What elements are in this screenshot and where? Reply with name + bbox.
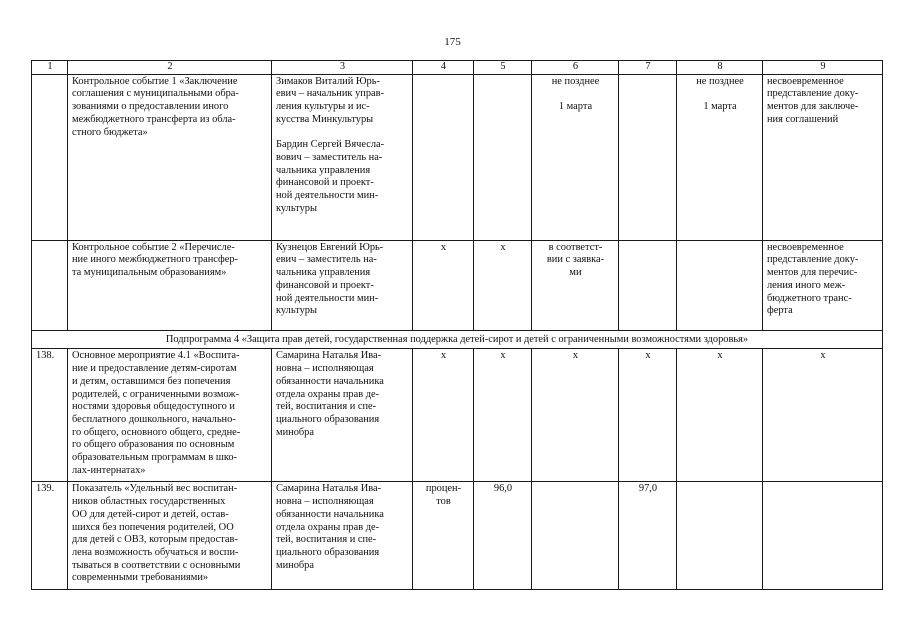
header-cell: 4 xyxy=(413,61,474,75)
indicator-name: Показатель «Удельный вес воспитан- ников областных государственных ОО для детей-сирот и детей, остав- шихся без попечения родителей, ОО для детей с ОВЗ, которым предостав- лена возможность обучаться и воспи- тываться в соответствии с основными современными требованиями» xyxy=(68,482,272,590)
cell-col9 xyxy=(763,482,883,590)
table-row xyxy=(32,349,883,482)
cell-col6: х xyxy=(532,349,619,482)
header-cell: 2 xyxy=(68,61,272,75)
cell-col6: не позднее 1 марта xyxy=(532,74,619,240)
page-number: 175 xyxy=(444,36,461,48)
row-number: 139. xyxy=(32,482,68,590)
subprogram-title: Подпрограмма 4 «Защита прав детей, государственная поддержка детей-сирот и детей с ограниченными возможностями здоровья» xyxy=(32,330,883,349)
table-row xyxy=(32,74,883,240)
responsible-person: Зимаков Виталий Юрь- евич – начальник управ- ления культуры и ис- кусства Минкультуры Бардин Сергей Вячесла- вович – заместитель на- чальника управления финансовой и проект- ной деятельности мин- культуры xyxy=(272,74,413,240)
cell-col4: х xyxy=(413,240,474,330)
cell-col8 xyxy=(677,482,763,590)
header-cell: 5 xyxy=(474,61,532,75)
cell-col6: в соответст- вии с заявка- ми xyxy=(532,240,619,330)
table-row xyxy=(32,482,883,590)
cell-col8: х xyxy=(677,349,763,482)
row-number xyxy=(32,74,68,240)
table-row xyxy=(32,240,883,330)
value-cell: 96,0 xyxy=(474,482,532,590)
row-number xyxy=(32,240,68,330)
risk-note: несвоевременное представление доку- ментов для заключе- ния соглашений xyxy=(763,74,883,240)
cell-col5: х xyxy=(474,240,532,330)
cell-col8: не позднее 1 марта xyxy=(677,74,763,240)
event-name: Контрольное событие 1 «Заключение соглашения с муниципальными обра- зованиями о предоставлении иного межбюджетного трансферта из обла- стного бюджета» xyxy=(68,74,272,240)
responsible-person: Самарина Наталья Ива- новна – исполняющая обязанности начальника отдела охраны прав де- тей, воспитания и спе- циального образования минобра xyxy=(272,349,413,482)
header-cell: 1 xyxy=(32,61,68,75)
row-number: 138. xyxy=(32,349,68,482)
responsible-person: Самарина Наталья Ива- новна – исполняющая обязанности начальника отдела охраны прав де- тей, воспитания и спе- циального образования минобра xyxy=(272,482,413,590)
cell-col5: х xyxy=(474,349,532,482)
value-cell: 97,0 xyxy=(619,482,677,590)
cell-col6 xyxy=(532,482,619,590)
header-cell: 7 xyxy=(619,61,677,75)
header-cell: 3 xyxy=(272,61,413,75)
risk-note: несвоевременное представление доку- ментов для перечис- ления иного меж- бюджетного транс- ферта xyxy=(763,240,883,330)
cell-col7 xyxy=(619,74,677,240)
header-row xyxy=(32,61,883,75)
cell-col9: х xyxy=(763,349,883,482)
subprogram-row xyxy=(32,330,883,349)
unit-cell: процен- тов xyxy=(413,482,474,590)
responsible-person: Кузнецов Евгений Юрь- евич – заместитель на- чальника управления финансовой и проект- ной деятельности мин- культуры xyxy=(272,240,413,330)
cell-col5 xyxy=(474,74,532,240)
event-name: Основное мероприятие 4.1 «Воспита- ние и предоставление детям-сиротам и детям, оставшимся без попечения родителей, с ограниченными возмож- ностями здоровья общедоступного и бесплатного дошкольного, начально- го общего, основного общего, средне- го общего образования по основным образовательным программам в шко- лах-интернатах» xyxy=(68,349,272,482)
plan-table xyxy=(31,60,883,590)
cell-col4: х xyxy=(413,349,474,482)
event-name: Контрольное событие 2 «Перечисле- ние иного межбюджетного трансфер- та муниципальным образованиям» xyxy=(68,240,272,330)
header-cell: 9 xyxy=(763,61,883,75)
cell-col4 xyxy=(413,74,474,240)
cell-col7: х xyxy=(619,349,677,482)
cell-col7 xyxy=(619,240,677,330)
cell-col8 xyxy=(677,240,763,330)
header-cell: 8 xyxy=(677,61,763,75)
header-cell: 6 xyxy=(532,61,619,75)
